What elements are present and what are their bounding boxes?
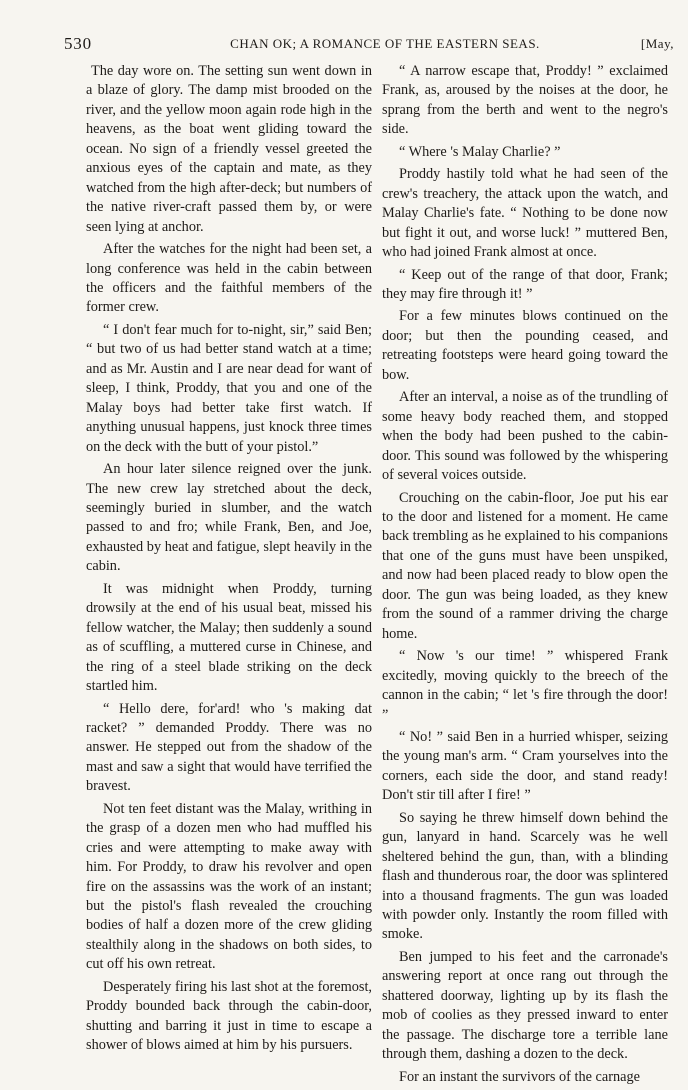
paragraph: Not ten feet distant was the Malay, writhing in the grasp of a dozen men who had muffled his cries and were attempting to make away with him. For Proddy, to draw his revolver and open fire on the assassins was the work of an instant; but the pistol's flash revealed the crouching bodies of half a dozen more of the crew gliding stealthily along in the shadows on both sides, to cut off his own retreat. bbox=[86, 800, 372, 973]
paragraph: “ Where 's Malay Charlie? ” bbox=[399, 143, 561, 160]
paragraph: After an interval, a noise as of the trundling of some heavy body reached them, and stopped when the body had been pushed to the cabin-door. This sound was followed by the whispering of several voices outside. bbox=[382, 389, 668, 484]
paragraph: The day wore on. The setting sun went down in a blaze of glory. The damp mist brooded on the river, and the yellow moon again rode high in the heavens, as the boat went gliding toward the ocean. No sign of a friendly vessel greeted the anxious eyes of the captain and mate, as they watched from the high after-deck; but numbers of the native river-craft passed them by, or were seen lying at anchor. bbox=[86, 63, 372, 235]
paragraph: Ben jumped to his feet and the carronade's answering report at once rang out through the shattered doorway, lighting up by its flash the mob of coolies as they pressed inward to enter the passage. The discharge tore a terrible lane through them, dashing a dozen to the deck. bbox=[382, 948, 668, 1063]
left-column bbox=[86, 62, 372, 1059]
paragraph: For a few minutes blows continued on the door; but then the pounding ceased, and retreating footsteps were heard going toward the bow. bbox=[382, 308, 668, 383]
paragraph: “ Hello dere, for'ard! who 's making dat racket? ” demanded Proddy. There was no answer. He stepped out from the shadow of the mast and saw a sight that would have terrified the bravest. bbox=[86, 700, 372, 795]
page-number: 530 bbox=[64, 34, 92, 53]
paragraph: It was midnight when Proddy, turning drowsily at the end of his usual beat, missed his fellow watcher, the Malay; then suddenly a sound as of scuffling, a muttered curse in Chinese, and the ring of a steel blade striking on the deck startled him. bbox=[86, 580, 372, 695]
paragraph: So saying he threw himself down behind the gun, lanyard in hand. Scarcely was he well sheltered behind the gun, than, with a blinding flash and thunderous roar, the door was splintered into a thousand fragments. The gun was loaded with powder only. Instantly the room filled with smoke. bbox=[382, 809, 668, 943]
header-month: [May, bbox=[640, 36, 674, 51]
right-column bbox=[382, 62, 668, 1090]
paragraph: “ Keep out of the range of that door, Frank; they may fire through it! ” bbox=[382, 266, 668, 302]
paragraph: “ No! ” said Ben in a hurried whisper, seizing the young man's arm. “ Cram yourselves into the corners, each side the door, and stand ready! Don't stir till after I fire! ” bbox=[382, 728, 668, 804]
paragraph: Proddy hastily told what he had seen of the crew's treachery, the attack upon the watch, and Malay Charlie's fate. “ Nothing to be done now but fight it out, and worse luck! ” muttered Ben, who had joined Frank almost at once. bbox=[382, 166, 668, 261]
paragraph: Crouching on the cabin-floor, Joe put his ear to the door and listened for a moment. He came back trembling as he explained to his companions that one of the guns must have been unspiked, and now had been placed ready to blow open the door. The gun was being loaded, as they knew from the sound of a rammer driving the charge home. bbox=[382, 489, 668, 642]
running-title: CHAN OK; A ROMANCE OF THE EASTERN SEAS. bbox=[230, 36, 540, 51]
running-header bbox=[62, 34, 674, 58]
paragraph: “ Now 's our time! ” whispered Frank excitedly, moving quickly to the breech of the cannon in the cabin; “ let 's fire through the door! ” bbox=[382, 648, 668, 723]
paragraph: Desperately firing his last shot at the foremost, Proddy bounded back through the cabin-door, shutting and barring it just in time to escape a shower of blows aimed at him by his pursuers. bbox=[86, 978, 372, 1054]
paragraph: For an instant the survivors of the carnage bbox=[399, 1068, 640, 1085]
paragraph: “ A narrow escape that, Proddy! ” exclaimed Frank, as, aroused by the noises at the door, he sprang from the berth and went to the negro's side. bbox=[382, 63, 668, 138]
paragraph: An hour later silence reigned over the junk. The new crew lay stretched about the deck, seemingly buried in slumber, and the watch passed to and fro; while Frank, Ben, and Joe, exhausted by heat and fatigue, slept heavily in the cabin. bbox=[86, 461, 372, 575]
paragraph: “ I don't fear much for to-night, sir,” said Ben; “ but two of us had better stand watch at a time; and as Mr. Austin and I are near dead for want of sleep, I think, Proddy, that you and one of the Malay boys had better take first watch. If anything unusual happens, just knock three times on the deck with the butt of your pistol.” bbox=[86, 321, 372, 455]
paragraph: After the watches for the night had been set, a long conference was held in the cabin between the officers and the faithful members of the former crew. bbox=[86, 241, 372, 316]
